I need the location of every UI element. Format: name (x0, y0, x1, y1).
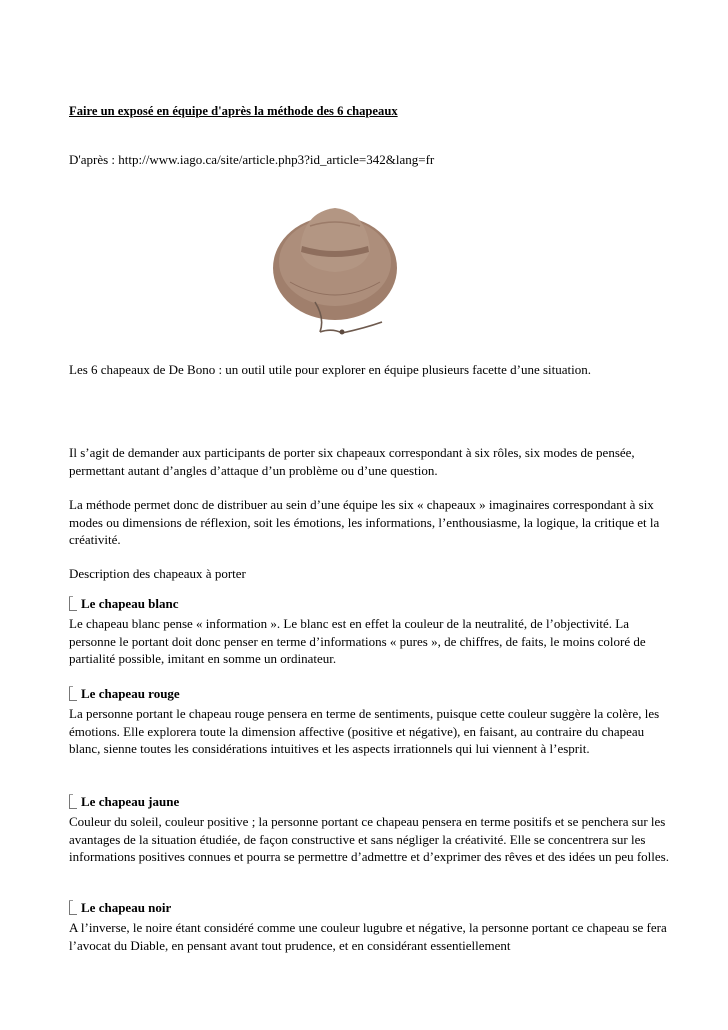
intro-line: Les 6 chapeaux de De Bono : un outil utile pour explorer en équipe plusieurs facette d’une situation. (69, 362, 592, 377)
hat-heading-jaune (69, 794, 179, 810)
hat-heading-label: Le chapeau noir (81, 900, 172, 915)
bullet-icon (69, 596, 77, 611)
hat-heading-rouge (69, 686, 180, 702)
description-heading: Description des chapeaux à porter (69, 566, 246, 581)
bullet-icon (69, 900, 77, 915)
hat-heading-blanc (69, 596, 179, 612)
paragraph-1: Il s’agit de demander aux participants de porter six chapeaux correspondant à six rôles, six modes de pensée, permettant autant d’angles d’attaque d’un problème ou d’une question. (69, 445, 635, 478)
hat-heading-noir (69, 900, 171, 916)
hat-text-noir: A l’inverse, le noire étant considéré comme une couleur lugubre et négative, la personne portant ce chapeau se fera l’avocat du Diable, en pensant avant tout prudence, et en considérant essentiellement (69, 920, 667, 953)
bullet-icon (69, 794, 77, 809)
document-title: Faire un exposé en équipe d'après la méthode des 6 chapeaux (69, 104, 398, 118)
hat-heading-label: Le chapeau blanc (81, 596, 179, 611)
hat-text-blanc: Le chapeau blanc pense « information ». Le blanc est en effet la couleur de la neutralité, de l’objectivité. La personne le portant doit donc penser en terme d’informations « pures », de chiffres, de faits, le moins coloré de partialité possible, imitant en somme un ordinateur. (69, 616, 646, 666)
source-line: D'après : http://www.iago.ca/site/article.php3?id_article=342&lang=fr (69, 152, 435, 167)
hat-text-rouge: La personne portant le chapeau rouge pensera en terme de sentiments, puisque cette couleur suggère la colère, les émotions. Elle explorera toute la dimension affective (positive et négative), en faisant, au contraire du chapeau blanc, sienne toutes les considérations intuitives et les aspects irrationnels qui lui viennent à l’esprit. (69, 706, 660, 756)
bullet-icon (69, 686, 77, 701)
hat-heading-label: Le chapeau jaune (81, 794, 180, 809)
hat-text-jaune: Couleur du soleil, couleur positive ; la personne portant ce chapeau pensera en terme positifs et se penchera sur les avantages de la situation étudiée, de façon constructive et sans négliger la créativité. Elle se concentrera sur les informations positives connues et pourra se permettre d’admettre et d’exprimer des rêves et des idées un peu folles. (69, 814, 669, 864)
paragraph-2: La méthode permet donc de distribuer au sein d’une équipe les six « chapeaux » imaginaires correspondant à six modes ou dimensions de réflexion, soit les émotions, les informations, l’enthousiasme, la logique, la critique et la créativité. (69, 497, 660, 547)
bush-hat-image (270, 190, 400, 335)
hat-heading-label: Le chapeau rouge (81, 686, 180, 701)
